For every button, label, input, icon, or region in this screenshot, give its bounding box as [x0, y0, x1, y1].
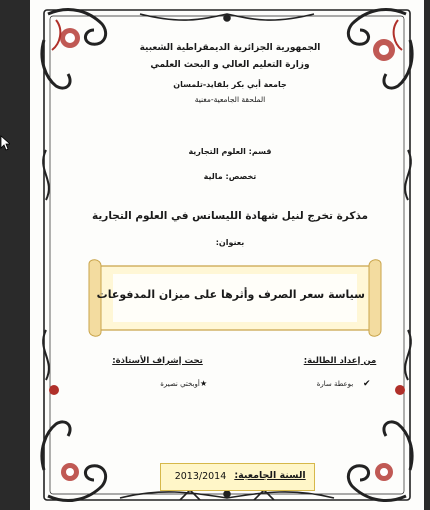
department: قسم: العلوم التجارية — [188, 147, 272, 156]
corner-ornament-bottom-right — [348, 422, 412, 501]
student-name: بوعطة سارة — [316, 380, 354, 388]
republic-name: الجمهورية الجزائرية الديمقراطية الشعبية — [139, 43, 321, 53]
by-title-label: بعنوان: — [215, 238, 245, 247]
academic-year-value: 2013/2014 — [174, 471, 227, 482]
ornamental-frame — [30, 0, 424, 510]
ministry-name: وزارة التعليم العالي و البحث العلمي — [150, 60, 310, 70]
corner-ornament-top-right — [348, 9, 412, 88]
memo-heading: مذكرة تخرج لنيل شهادة الليسانس في العلوم التجارية — [91, 210, 369, 222]
star-bullet-icon: ★ — [200, 379, 208, 388]
thesis-title: سياسة سعر الصرف وأثرها على ميزان المدفوعات — [96, 288, 365, 301]
mouse-pointer-icon — [0, 135, 10, 151]
supervised-by-label: تحت إشراف الأستاذة: — [112, 356, 203, 366]
viewer-right-margin — [424, 0, 430, 510]
side-ornament-right — [395, 150, 411, 395]
corner-ornament-top-left — [42, 9, 106, 88]
prepared-by-label: من إعداد الطالبة: — [303, 356, 377, 366]
viewer-left-margin — [0, 0, 30, 510]
annex-name: الملحقة الجامعية-مغنية — [194, 95, 266, 104]
specialty: تخصص: مالية — [203, 172, 257, 181]
bottom-flourish — [120, 490, 334, 500]
academic-year-label: السنة الجامعية: — [234, 470, 306, 481]
corner-ornament-bottom-left — [42, 422, 106, 501]
university-name: جامعة أبي بكر بلقايد-تلمسان — [173, 80, 287, 89]
top-flourish — [140, 14, 314, 21]
side-ornament-left — [43, 150, 59, 395]
supervisor-name: أوبختي نصيرة — [160, 380, 200, 388]
check-mark-icon: ✔ — [363, 379, 371, 389]
document-page — [30, 0, 424, 510]
